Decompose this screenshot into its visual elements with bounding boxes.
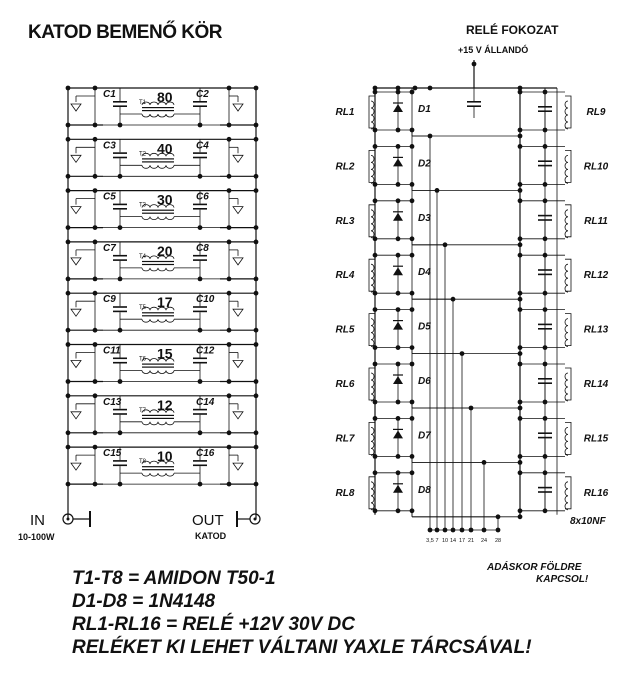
junction-dot <box>254 291 259 296</box>
junction-dot <box>254 482 259 487</box>
capacitor-plate <box>113 358 127 360</box>
filter-block <box>66 445 259 487</box>
transformer-core <box>142 161 174 162</box>
band-label: 80 <box>157 89 173 105</box>
band-label: 10 <box>157 448 173 465</box>
relay-label: RL1 <box>335 107 355 118</box>
relay-stage <box>336 470 609 544</box>
filter-block <box>66 342 259 384</box>
junction-dot <box>396 345 401 350</box>
junction-dot <box>66 240 71 245</box>
junction-dot <box>396 182 401 187</box>
capacitor-plate <box>193 465 207 467</box>
capacitor-plate <box>113 204 127 206</box>
junction-dot <box>472 62 477 67</box>
relay-contact-icon <box>71 309 81 316</box>
capacitor-label: C12 <box>196 345 215 357</box>
capacitor <box>193 255 207 261</box>
band-label: 30 <box>157 191 173 208</box>
transformer-label: T5 <box>139 305 147 312</box>
capacitor-label: C2 <box>196 89 209 100</box>
tap-label: 10 <box>441 538 449 544</box>
junction-dot <box>66 137 71 142</box>
capacitor-label: C15 <box>103 448 122 460</box>
relay-coil <box>371 427 374 455</box>
diode-icon <box>393 213 403 221</box>
filter-block <box>66 188 259 230</box>
tap-label: 7 <box>435 538 439 544</box>
relay-label: RL14 <box>583 379 609 390</box>
transformer-label: T3 <box>139 202 147 209</box>
capacitor-plate <box>193 358 207 360</box>
junction-dot <box>396 236 401 241</box>
diode-label: D7 <box>418 430 431 442</box>
relay-coil <box>371 482 374 510</box>
relay-contact-icon <box>71 207 81 214</box>
tap-label: 24 <box>480 538 488 544</box>
relay-label: RL8 <box>335 487 355 499</box>
relay-contact-icon <box>233 463 243 470</box>
transformer-core <box>142 367 174 368</box>
junction-dot <box>66 430 71 435</box>
relay-label: RL11 <box>584 215 608 227</box>
cap-note: 8x10NF <box>570 516 606 527</box>
tap-label: 14 <box>449 538 457 544</box>
capacitor-plate <box>113 306 127 308</box>
relay-contact-icon <box>71 361 81 368</box>
junction-dot <box>254 86 259 91</box>
relay-coil <box>371 373 374 401</box>
junction-dot <box>254 137 259 142</box>
junction-dot <box>66 379 71 384</box>
diode-icon <box>393 104 403 112</box>
diode-icon <box>393 376 403 384</box>
capacitor-label: C14 <box>196 396 215 408</box>
capacitor-plate <box>193 105 207 107</box>
capacitor-plate <box>193 409 207 411</box>
transformer-label: T4 <box>139 253 147 260</box>
diode-label: D6 <box>418 376 431 387</box>
junction-dot <box>396 454 401 459</box>
relay-label: RL10 <box>583 161 609 173</box>
relay-contact-icon <box>71 258 81 265</box>
relay-coil <box>565 155 568 183</box>
junction-dot <box>66 188 71 193</box>
capacitor-plate <box>113 208 127 210</box>
relay-coil <box>565 373 568 401</box>
ground-note-line2: KAPCSOL! <box>536 574 589 585</box>
capacitor-plate <box>113 311 127 313</box>
diode-label: D4 <box>418 267 431 279</box>
transformer-core <box>142 107 174 108</box>
filter-block <box>66 137 259 179</box>
transformer-core <box>142 466 174 467</box>
capacitor-label: C10 <box>196 294 215 306</box>
relay-label: RL16 <box>583 487 609 499</box>
note-relays: RL1-RL16 = RELÉ +12V 30V DC <box>72 614 355 635</box>
capacitor-plate <box>193 306 207 308</box>
capacitor-plate <box>113 105 127 107</box>
relay-stage <box>336 144 609 544</box>
capacitor-plate <box>193 101 207 103</box>
transformer-core <box>142 261 174 262</box>
junction-dot <box>396 307 401 312</box>
relay-coil <box>371 101 374 129</box>
capacitor-plate <box>193 460 207 462</box>
tap-label: 21 <box>467 538 475 544</box>
relay-contact-icon <box>71 104 81 111</box>
relay-coil <box>371 155 374 183</box>
diode-icon <box>393 267 403 275</box>
capacitor-label: C4 <box>196 140 209 152</box>
junction-dot <box>396 291 401 296</box>
diode-label: D5 <box>418 321 431 333</box>
filter-block <box>66 240 259 282</box>
relay-label: RL13 <box>583 324 609 336</box>
tap-label: 17 <box>458 538 466 544</box>
transformer-label: T2 <box>139 151 147 158</box>
transformer-secondary-winding <box>142 371 174 374</box>
transformer-secondary-winding <box>142 319 174 322</box>
diode-label: D2 <box>418 158 431 170</box>
junction-dot <box>254 225 259 230</box>
transformer-core <box>142 158 174 159</box>
page-title: KATOD BEMENŐ KÖR <box>28 22 222 43</box>
junction-dot <box>254 123 259 128</box>
junction-dot <box>254 240 259 245</box>
junction-dot <box>396 400 401 405</box>
capacitor <box>193 358 207 364</box>
junction-dot <box>66 393 71 398</box>
diode-icon <box>393 485 403 493</box>
band-label: 17 <box>157 294 173 311</box>
supply-label: +15 V ÁLLANDÓ <box>458 45 529 55</box>
relay-coil <box>565 264 568 292</box>
junction-dot <box>66 123 71 128</box>
junction-dot <box>254 328 259 333</box>
capacitor-plate <box>467 105 481 107</box>
capacitor-plate <box>113 152 127 154</box>
capacitor-plate <box>113 460 127 462</box>
transformer-label: T1 <box>139 100 147 106</box>
relay-contact-icon <box>71 412 81 419</box>
filter-block <box>66 86 259 128</box>
relay-coil <box>371 210 374 238</box>
transformer-secondary-winding <box>142 422 174 425</box>
relay-bank <box>336 60 609 544</box>
capacitor-plate <box>113 157 127 159</box>
relay-coil <box>565 101 568 129</box>
relay-label: RL7 <box>335 433 355 445</box>
note-diodes: D1-D8 = 1N4148 <box>72 591 216 612</box>
diode-icon <box>393 322 403 330</box>
junction-dot <box>66 291 71 296</box>
capacitor-plate <box>193 157 207 159</box>
capacitor-label: C11 <box>103 345 121 357</box>
capacitor-label: C13 <box>103 396 122 408</box>
capacitor-label: C1 <box>103 89 116 100</box>
capacitor-plate <box>193 362 207 364</box>
relay-label: RL6 <box>335 379 355 390</box>
junction-dot <box>254 393 259 398</box>
transformer-core <box>142 210 174 211</box>
transformer-label: T8 <box>139 459 147 466</box>
capacitor <box>113 460 127 466</box>
capacitor-plate <box>113 259 127 261</box>
input-range: 10-100W <box>18 532 55 542</box>
junction-dot <box>413 86 418 91</box>
capacitor-plate <box>113 362 127 364</box>
relay-section-title: RELÉ FOKOZAT <box>466 23 559 37</box>
capacitor-plate <box>113 465 127 467</box>
junction-dot <box>396 90 401 95</box>
note-switch: RELÉKET KI LEHET VÁLTANI YAXLE TÁRCSÁVAL! <box>72 637 532 658</box>
transformer-core <box>142 364 174 365</box>
transformer-core <box>142 418 174 419</box>
capacitor-label: C9 <box>103 294 116 306</box>
capacitor <box>113 204 127 210</box>
capacitor <box>193 204 207 210</box>
capacitor <box>193 460 207 466</box>
note-transformers: T1-T8 = AMIDON T50-1 <box>72 568 276 589</box>
transformer-secondary-winding <box>142 268 174 271</box>
capacitor <box>113 255 127 261</box>
relay-contact-icon <box>233 104 243 111</box>
output-sub: KATOD <box>195 531 227 541</box>
transformer-core <box>142 213 174 214</box>
filter-block <box>66 291 259 333</box>
junction-dot <box>66 328 71 333</box>
relay-coil <box>565 319 568 347</box>
relay-stage <box>336 416 609 544</box>
relay-label: RL12 <box>583 270 609 282</box>
relay-contact-icon <box>233 309 243 316</box>
transformer-secondary-winding <box>142 165 174 168</box>
capacitor-plate <box>193 311 207 313</box>
diode-label: D8 <box>418 484 431 496</box>
junction-dot <box>396 253 401 258</box>
relay-stage <box>336 198 609 544</box>
junction-dot <box>66 225 71 230</box>
relay-contact-icon <box>233 361 243 368</box>
capacitor-plate <box>193 255 207 257</box>
capacitor <box>113 409 127 415</box>
filter-block <box>66 393 259 435</box>
relay-label: RL9 <box>586 107 606 118</box>
capacitor <box>193 152 207 158</box>
capacitor <box>113 101 127 107</box>
transformer-core <box>142 469 174 470</box>
capacitor-label: C7 <box>103 242 116 254</box>
relay-coil <box>565 427 568 455</box>
capacitor-plate <box>193 152 207 154</box>
capacitor-plate <box>113 409 127 411</box>
junction-dot <box>396 508 401 513</box>
relay-label: RL4 <box>335 270 355 282</box>
junction-dot <box>396 128 401 133</box>
relay-coil <box>565 482 568 510</box>
relay-label: RL2 <box>335 161 355 173</box>
transformer-core <box>142 110 174 111</box>
diode-icon <box>393 430 403 438</box>
supply-capacitor <box>467 101 481 107</box>
relay-contact-icon <box>71 155 81 162</box>
relay-stage <box>336 253 609 544</box>
relay-label: RL3 <box>335 215 355 227</box>
band-label: 40 <box>157 140 173 157</box>
relay-label: RL5 <box>335 324 355 336</box>
capacitor <box>113 152 127 158</box>
junction-dot <box>254 430 259 435</box>
capacitor <box>193 306 207 312</box>
junction-dot <box>66 482 71 487</box>
band-label: 12 <box>157 396 173 413</box>
relay-contact-icon <box>233 258 243 265</box>
transformer-core <box>142 315 174 316</box>
capacitor <box>193 101 207 107</box>
relay-coil <box>565 210 568 238</box>
transformer-secondary-winding <box>142 114 174 117</box>
junction-dot <box>396 144 401 149</box>
band-label: 15 <box>157 345 173 362</box>
output-connector <box>192 511 260 541</box>
junction-dot <box>254 188 259 193</box>
transformer-core <box>142 264 174 265</box>
capacitor-label: C8 <box>196 242 209 254</box>
capacitor-plate <box>193 259 207 261</box>
ground-note-line1: ADÁSKOR FÖLDRE <box>487 562 582 573</box>
input-label: IN <box>30 512 45 529</box>
diode-label: D1 <box>418 104 431 115</box>
relay-coil <box>371 319 374 347</box>
capacitor-label: C5 <box>103 191 116 203</box>
capacitor-plate <box>193 413 207 415</box>
capacitor-label: C16 <box>196 448 215 460</box>
capacitor-plate <box>467 101 481 103</box>
junction-dot <box>396 470 401 475</box>
band-label: 20 <box>157 242 173 259</box>
tap-label: 3,5 <box>426 538 434 544</box>
capacitor-label: C3 <box>103 140 116 152</box>
input-connector <box>18 511 90 542</box>
relay-coil <box>371 264 374 292</box>
filter-bank <box>66 86 259 519</box>
capacitor <box>113 306 127 312</box>
junction-dot <box>66 174 71 179</box>
junction-dot <box>254 342 259 347</box>
junction-dot <box>254 277 259 282</box>
relay-contact-icon <box>233 155 243 162</box>
junction-dot <box>66 86 71 91</box>
transformer-secondary-winding <box>142 217 174 220</box>
junction-dot <box>396 416 401 421</box>
junction-dot <box>254 445 259 450</box>
diode-icon <box>393 158 403 166</box>
capacitor-plate <box>113 101 127 103</box>
junction-dot <box>66 445 71 450</box>
tap-label: 28 <box>494 538 502 544</box>
transformer-label: T6 <box>139 356 147 363</box>
relay-contact-icon <box>233 412 243 419</box>
capacitor-plate <box>193 204 207 206</box>
capacitor-label: C6 <box>196 191 209 203</box>
capacitor-plate <box>113 255 127 257</box>
transformer-secondary-winding <box>142 473 174 476</box>
junction-dot <box>66 277 71 282</box>
relay-contact-icon <box>71 463 81 470</box>
relay-label: RL15 <box>583 433 609 445</box>
junction-dot <box>254 379 259 384</box>
junction-dot <box>396 362 401 367</box>
junction-dot <box>428 86 433 91</box>
capacitor <box>113 358 127 364</box>
junction-dot <box>254 174 259 179</box>
output-label: OUT <box>192 512 224 529</box>
transformer-core <box>142 415 174 416</box>
transformer-label: T7 <box>139 407 147 414</box>
transformer-core <box>142 312 174 313</box>
capacitor-plate <box>113 413 127 415</box>
junction-dot <box>396 198 401 203</box>
junction-dot <box>66 342 71 347</box>
capacitor-plate <box>193 208 207 210</box>
capacitor <box>193 409 207 415</box>
relay-contact-icon <box>233 207 243 214</box>
diode-label: D3 <box>418 212 431 224</box>
